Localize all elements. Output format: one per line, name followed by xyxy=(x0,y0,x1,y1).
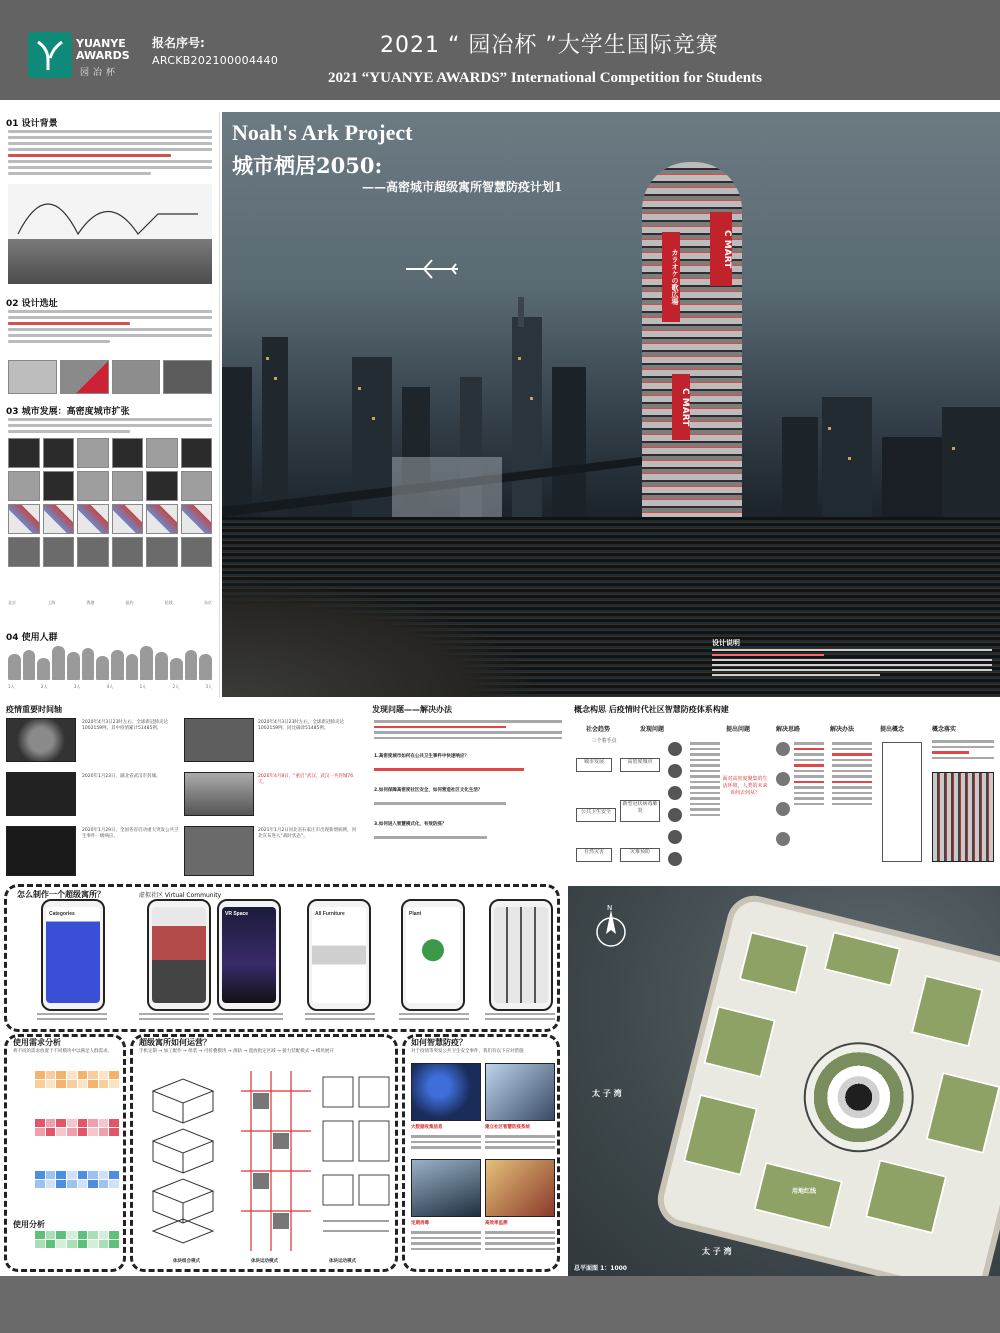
density-map xyxy=(77,537,109,567)
app-caption xyxy=(139,1013,209,1023)
concept-node: 新型冠状病毒肺炎 xyxy=(620,800,660,822)
green-plot xyxy=(865,1159,947,1234)
timeline-item: 2020年4月8日，“重启”武汉，武汉一共封城76天。 xyxy=(258,774,354,785)
density-map xyxy=(8,471,40,501)
user-count-label: 3人 xyxy=(73,684,81,689)
city-label: 纽约 xyxy=(125,600,134,605)
site-map xyxy=(60,360,109,394)
user-count-label: 3人 xyxy=(205,684,212,689)
logo-text-cn: 园冶杯 xyxy=(80,68,120,78)
smart-tag: 高效率监测 xyxy=(485,1221,508,1226)
smart-heading: 如何智慧防疫？ xyxy=(411,1038,467,1047)
smart-tag: 定期消毒 xyxy=(411,1221,429,1226)
timeline-item: 2021年1月2日河北省石家庄市出现新增病例，河北宣布进入“战时状态”。 xyxy=(258,828,357,839)
timeline-panel xyxy=(0,702,365,882)
density-map xyxy=(181,504,213,534)
concept-node: 城市发展 xyxy=(576,758,612,772)
answer-text xyxy=(374,802,562,808)
solution-notes xyxy=(794,742,824,808)
concept-column: 概念落实 xyxy=(932,726,957,733)
concept-node: 公共卫生安全 xyxy=(576,808,616,822)
site-maps xyxy=(8,360,212,394)
module-isometric-drawings xyxy=(143,1071,233,1261)
concept-box xyxy=(882,742,922,862)
smart-subheading: 对于疫情等突发公共卫生安全事件，我们有以下应对措施 xyxy=(411,1049,524,1054)
timeline-item: 2020年4月3日23时左右，全球新冠肺炎达1002159例，同比确诊51485例。 xyxy=(258,720,344,731)
design-description-text xyxy=(712,649,992,679)
city-label: 上海 xyxy=(47,600,56,605)
concept-photo xyxy=(668,830,682,844)
needs-matrix-green xyxy=(35,1231,119,1248)
answer-text xyxy=(374,836,562,842)
app-caption xyxy=(485,1013,555,1023)
tower-sign: C MART xyxy=(672,374,690,440)
app-screen-plant xyxy=(401,899,465,1011)
concept-node: 高密度城市 xyxy=(620,758,660,772)
airplane-icon xyxy=(404,258,460,280)
timeline-item: 2020年1月29日，全国各省启动重大突发公共卫生事件一级响应。 xyxy=(82,828,179,839)
app-title: VR Space xyxy=(225,911,249,917)
city-label: 香港 xyxy=(86,600,95,605)
city-label: 北京 xyxy=(8,600,16,605)
concept-photo xyxy=(776,772,790,786)
needs-analysis-panel xyxy=(4,1034,126,1272)
wuhan-photo xyxy=(6,772,76,816)
concept-photo xyxy=(668,764,682,778)
project-subtitle: ——高密城市超级寓所智慧防疫计划1 xyxy=(362,180,563,194)
density-map xyxy=(77,438,109,468)
design-description-heading: 设计说明 xyxy=(712,639,740,647)
density-map xyxy=(43,471,75,501)
competition-title-cn: 2021 “ 园冶杯 ”大学生国际竞赛 xyxy=(380,33,719,58)
app-title: Categories xyxy=(49,911,75,917)
diagram-caption: 体块运动模式 xyxy=(329,1259,356,1264)
smart-text xyxy=(485,1231,555,1253)
concept-image xyxy=(932,772,994,862)
app-screen-building xyxy=(147,899,211,1011)
concept-node: 灾难预防 xyxy=(620,848,660,862)
concept-photo xyxy=(668,852,682,866)
use-analysis-heading: 使用分析 xyxy=(13,1220,45,1229)
concept-starter: 三个着手点 xyxy=(584,738,624,748)
app-screen-categories xyxy=(41,899,105,1011)
concept-photo xyxy=(668,808,682,822)
app-title: All Furniture xyxy=(315,911,345,917)
green-plot xyxy=(739,931,809,994)
smart-text xyxy=(411,1135,481,1152)
density-map xyxy=(112,504,144,534)
question: 3.如何进入智慧模式化，有效防疫？ xyxy=(374,822,447,827)
registration-number: ARCKB202100004440 xyxy=(152,54,279,67)
operation-heading: 超级寓所如何运营？ xyxy=(139,1038,211,1047)
app-screen-shop xyxy=(489,899,553,1011)
yuanye-logo xyxy=(28,28,134,84)
density-map xyxy=(146,537,178,567)
operation-panel xyxy=(130,1034,398,1272)
density-map xyxy=(181,438,213,468)
virtual-heading: 怎么制作一个超级寓所？ xyxy=(17,890,105,899)
problem-text xyxy=(374,720,562,742)
user-count-label: 1人 xyxy=(8,684,15,689)
shore-rocks xyxy=(222,577,542,697)
section-urban-heading: 03 城市发展：高密度城市扩张 xyxy=(6,407,130,417)
concept-panel xyxy=(570,702,1000,882)
density-map xyxy=(112,438,144,468)
density-map xyxy=(43,504,75,534)
module-grid-diagram xyxy=(241,1071,311,1251)
density-map xyxy=(77,504,109,534)
green-plot xyxy=(683,1094,758,1176)
needs-matrix-blue xyxy=(35,1171,119,1188)
boundary-label: 用地红线 xyxy=(792,1188,817,1195)
tower-sign: C MART xyxy=(710,212,732,286)
density-map xyxy=(112,471,144,501)
concept-column: 解决办法 xyxy=(830,726,855,733)
virus-photo xyxy=(6,718,76,762)
green-plot xyxy=(753,1162,843,1230)
user-count-label: 1人 xyxy=(139,684,147,689)
user-count-label: 4人 xyxy=(106,684,114,689)
tower-sign: カラオケの歌広場 xyxy=(662,232,680,322)
green-plot xyxy=(911,975,984,1048)
city-skyline-image xyxy=(222,297,1000,547)
project-title-cn: 城市栖居2050: xyxy=(232,153,383,178)
app-caption xyxy=(305,1013,375,1023)
timeline-item: 2020年1月23日，湖北省武汉市封城。 xyxy=(82,774,161,779)
section-background-heading: 01 设计背景 xyxy=(6,119,58,129)
background-text xyxy=(8,130,212,178)
concept-center-question: 面对高密度聚集的生活环境，人类的未来该何去何从？ xyxy=(722,776,768,836)
site-text xyxy=(8,310,212,346)
logo-text-en: YUANYE AWARDS xyxy=(76,37,130,62)
north-compass-icon xyxy=(594,904,628,952)
density-map xyxy=(181,537,213,567)
needs-matrix-orange xyxy=(35,1071,119,1088)
density-map xyxy=(112,537,144,567)
project-title-en: Noah's Ark Project xyxy=(232,120,413,145)
smart-text xyxy=(411,1231,481,1253)
concept-column: 解决思路 xyxy=(776,726,801,733)
svg-text:N: N xyxy=(607,904,613,912)
problem-panel xyxy=(368,702,568,882)
concept-column: 社会趋势 xyxy=(586,726,611,733)
app-title: Plant xyxy=(409,911,422,917)
concept-implementation-text xyxy=(932,740,994,762)
density-map xyxy=(43,537,75,567)
smart-city-image xyxy=(485,1063,555,1121)
diagram-caption: 体块组合模式 xyxy=(173,1259,200,1264)
density-map xyxy=(8,438,40,468)
app-screen-furniture xyxy=(307,899,371,1011)
world-map-photo xyxy=(184,718,254,762)
concept-photo xyxy=(776,802,790,816)
app-screen-vr xyxy=(217,899,281,1011)
section-site-heading: 02 设计选址 xyxy=(6,299,58,309)
density-map xyxy=(8,537,40,567)
5g-image xyxy=(411,1159,481,1217)
concept-photo xyxy=(668,786,682,800)
site-map xyxy=(163,360,212,394)
data-network-image xyxy=(411,1063,481,1121)
concept-photo xyxy=(668,742,682,756)
smart-tag: 建立社区智慧防疫系统 xyxy=(485,1125,530,1130)
city-label: 东京 xyxy=(203,600,212,605)
green-plot xyxy=(703,1005,776,1078)
method-notes xyxy=(832,742,872,808)
smart-text xyxy=(485,1135,555,1152)
needs-subheading: 将不同的需求放置于不同模块中以满足人群需求。 xyxy=(13,1049,112,1054)
density-map xyxy=(8,504,40,534)
density-map xyxy=(77,471,109,501)
site-map xyxy=(8,360,57,394)
concept-photo xyxy=(776,742,790,756)
bay-label: 太 子 湾 xyxy=(702,1247,732,1256)
footer-bar xyxy=(0,1276,1000,1333)
plan-scale-caption: 总平面图 1：1000 xyxy=(574,1265,627,1272)
app-caption xyxy=(399,1013,469,1023)
site-master-plan xyxy=(568,886,1000,1276)
diagram-caption: 体块运动模式 xyxy=(251,1259,278,1264)
app-caption xyxy=(213,1013,283,1023)
needs-matrix-red xyxy=(35,1119,119,1136)
city-labels xyxy=(8,600,212,606)
smart-prevention-panel xyxy=(402,1034,560,1272)
needs-heading: 使用需求分析 xyxy=(13,1038,61,1047)
answer-text xyxy=(374,768,562,774)
module-section-diagram xyxy=(317,1071,395,1251)
green-plot xyxy=(823,931,901,987)
left-column xyxy=(0,112,220,697)
registration-label: 报名序号: xyxy=(152,36,205,50)
competition-title-en: 2021 “YUANYE AWARDS” International Competition for Students xyxy=(328,70,762,86)
logo-mark-icon xyxy=(28,32,72,78)
virtual-community-panel xyxy=(4,884,560,1032)
user-count-label: 2人 xyxy=(172,684,180,689)
header-bar xyxy=(0,0,1000,100)
concept-photo xyxy=(776,832,790,846)
question: 1.高密度城市如何在公共卫生事件中快速响应？ xyxy=(374,754,469,759)
timeline-item: 2020年4月3日23时左右，全球新冠肺炎达1002159例，其中疫情累计51485例。 xyxy=(82,720,168,731)
concept-column: 提出概念 xyxy=(880,726,905,733)
construction-photo xyxy=(184,826,254,876)
hero-render xyxy=(222,112,1000,697)
density-map xyxy=(181,471,213,501)
urban-density-maps xyxy=(8,438,212,567)
concept-notes xyxy=(690,742,720,819)
virtual-subheading: 虚拟社区 Virtual Community xyxy=(139,892,222,899)
density-map xyxy=(146,504,178,534)
density-map xyxy=(146,471,178,501)
mask-photo xyxy=(6,826,76,876)
site-island xyxy=(652,890,1000,1276)
density-map xyxy=(146,438,178,468)
section-users-heading: 04 使用人群 xyxy=(6,633,58,643)
operation-steps: 手机定制 → 加工配件 → 组装 → 可折叠模块 → 滑轨 → 置放指定区域 → 接力装配模式 → 模块展开 xyxy=(139,1049,334,1054)
city-photo xyxy=(184,772,254,816)
central-tower-plan xyxy=(792,1031,925,1164)
smart-tag: 大数据收集信息 xyxy=(411,1125,443,1130)
timeline-heading: 疫情重要时间轴 xyxy=(6,705,62,714)
question: 2.如何保障高密度社区安全，如何营造社区文化生活？ xyxy=(374,788,483,793)
concept-column: 发现问题 xyxy=(640,726,665,733)
urban-text xyxy=(8,418,212,436)
app-caption xyxy=(37,1013,107,1023)
concept-column: 提出问题 xyxy=(726,726,751,733)
density-map xyxy=(43,438,75,468)
problem-heading: 发现问题——解决办法 xyxy=(372,705,452,714)
site-map xyxy=(112,360,161,394)
bay-label: 太 子 湾 xyxy=(592,1089,622,1098)
user-count-labels xyxy=(8,684,212,690)
concept-node: 自然灾害 xyxy=(576,848,612,862)
concept-heading: 概念构思 后疫情时代社区智慧防疫体系构建 xyxy=(574,705,729,714)
user-silhouettes xyxy=(8,644,212,680)
city-label: 伦敦 xyxy=(164,600,173,605)
background-sketch-image xyxy=(8,184,212,284)
monitoring-image xyxy=(485,1159,555,1217)
user-count-label: 2人 xyxy=(40,684,48,689)
green-plot xyxy=(925,1072,1000,1154)
